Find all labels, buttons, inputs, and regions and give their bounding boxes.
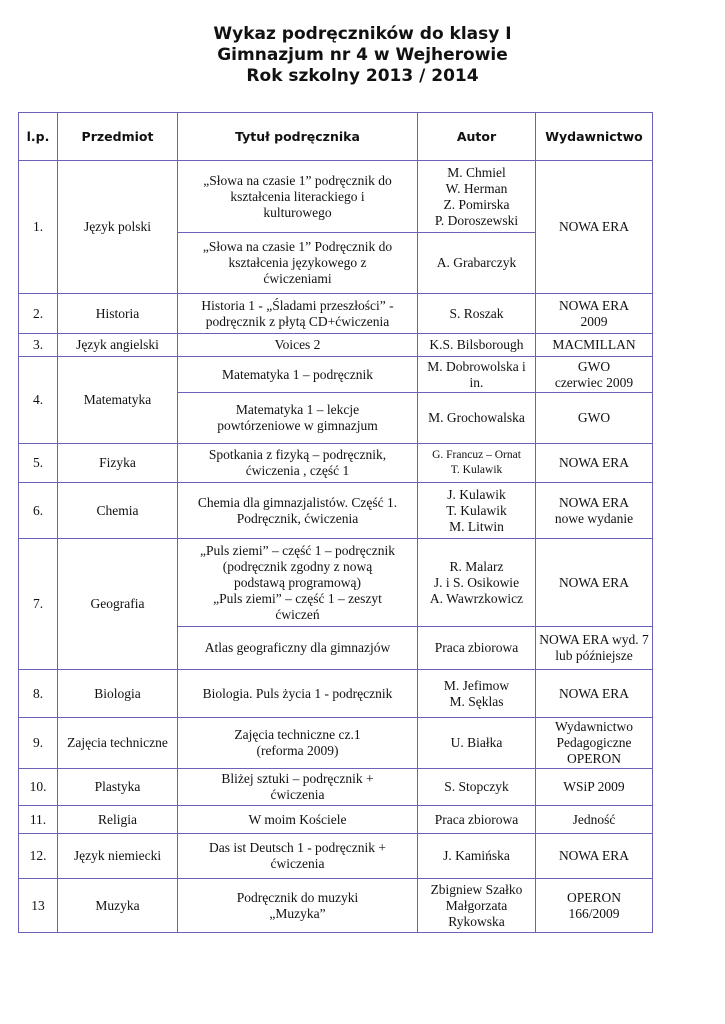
column-header xyxy=(418,113,536,161)
author-cell-line: K.S. Bilsborough xyxy=(429,337,524,352)
subject-cell-line: Religia xyxy=(98,811,137,827)
table-row xyxy=(19,334,653,357)
title-cell xyxy=(178,539,418,627)
publisher-cell xyxy=(536,161,653,294)
subject-cell-line: Język polski xyxy=(83,219,152,234)
author-cell-line: W. Herman xyxy=(445,180,508,196)
publisher-cell-line: nowe wydanie xyxy=(554,510,634,526)
table-body xyxy=(19,113,653,933)
column-header-line: Przedmiot xyxy=(81,128,154,144)
title-cell xyxy=(178,834,418,879)
lp-cell-line: 12. xyxy=(29,848,47,863)
subject-cell-line: Chemia xyxy=(96,502,139,518)
title-cell-line: kształcenia literackiego i xyxy=(230,188,365,204)
lp-cell-line: 10. xyxy=(29,779,47,794)
author-cell-line: G. Francuz – Ornat xyxy=(432,449,521,461)
title-cell-line: ćwiczenia , część 1 xyxy=(245,463,350,478)
table-row xyxy=(19,670,653,718)
column-header-line: Wydawnictwo xyxy=(545,128,643,144)
publisher-cell-line: MACMILLAN xyxy=(552,337,636,352)
title-cell-line: powtórzeniowe w gimnazjum xyxy=(217,418,378,433)
author-cell xyxy=(418,879,536,933)
lp-cell-line: 7. xyxy=(32,596,44,611)
publisher-cell-line: Wydawnictwo xyxy=(555,719,633,734)
title-cell-line: Podręcznik do muzyki xyxy=(236,889,359,905)
subject-cell-line: Fizyka xyxy=(99,455,136,470)
author-cell-line: M. Dobrowolska i xyxy=(427,358,526,374)
title-cell-line: Zajęcia techniczne cz.1 xyxy=(234,727,361,742)
author-cell-line: Praca zbiorowa xyxy=(434,811,519,827)
publisher-cell-line: 2009 xyxy=(580,313,608,329)
subject-cell xyxy=(58,334,178,357)
author-cell-line: Praca zbiorowa xyxy=(434,640,519,655)
table-row xyxy=(19,294,653,334)
author-cell-line: A. Wawrzkowicz xyxy=(429,590,524,606)
publisher-cell-line: NOWA ERA xyxy=(558,219,630,234)
table-row xyxy=(19,483,653,539)
title-cell-line: ćwiczeniami xyxy=(263,271,332,286)
subject-cell xyxy=(58,879,178,933)
title-cell-line: Historia 1 - „Śladami przeszłości” - xyxy=(201,297,394,313)
publisher-cell-line: GWO xyxy=(577,358,611,374)
author-cell xyxy=(418,334,536,357)
author-cell-line: J. Kamińska xyxy=(443,848,510,863)
title-cell-line: Voices 2 xyxy=(274,337,321,352)
subject-cell xyxy=(58,294,178,334)
publisher-cell xyxy=(536,357,653,393)
lp-cell xyxy=(19,718,58,769)
author-cell-line: Małgorzata xyxy=(445,897,508,913)
title-cell-line: Bliżej sztuki – podręcznik + xyxy=(221,771,374,786)
author-cell-line: J. Kulawik xyxy=(447,486,506,502)
table-row xyxy=(19,834,653,879)
title-cell xyxy=(178,879,418,933)
title-cell xyxy=(178,670,418,718)
publisher-cell-line: 166/2009 xyxy=(568,905,620,921)
author-cell-line: M. Chmiel xyxy=(447,164,506,180)
subject-cell-line: Język niemiecki xyxy=(73,848,162,863)
lp-cell-line: 13 xyxy=(31,897,45,913)
title-line-2: Gimnazjum nr 4 w Wejherowie xyxy=(217,45,508,65)
table-row xyxy=(19,769,653,806)
publisher-cell xyxy=(536,334,653,357)
title-cell xyxy=(178,357,418,393)
publisher-cell xyxy=(536,769,653,806)
author-cell-line: T. Kulawik xyxy=(450,464,503,476)
table-row xyxy=(19,161,653,233)
column-header xyxy=(58,113,178,161)
title-cell xyxy=(178,294,418,334)
lp-cell xyxy=(19,539,58,670)
author-cell xyxy=(418,769,536,806)
lp-cell xyxy=(19,334,58,357)
subject-cell xyxy=(58,483,178,539)
title-cell xyxy=(178,444,418,483)
title-cell-line: Spotkania z fizyką – podręcznik, xyxy=(208,447,387,462)
publisher-cell xyxy=(536,483,653,539)
subject-cell-line: Muzyka xyxy=(95,897,140,913)
publisher-cell xyxy=(536,879,653,933)
author-cell xyxy=(418,233,536,294)
lp-cell xyxy=(19,769,58,806)
author-cell-line: M. Sęklas xyxy=(449,693,504,709)
title-cell-line: kulturowego xyxy=(263,204,332,220)
author-cell xyxy=(418,483,536,539)
title-cell-line: Matematyka 1 – podręcznik xyxy=(221,366,374,382)
subject-cell-line: Język angielski xyxy=(76,337,159,352)
author-cell-line: M. Jefimow xyxy=(443,677,510,693)
column-header-line: Tytuł podręcznika xyxy=(235,128,360,144)
author-cell xyxy=(418,627,536,670)
subject-cell xyxy=(58,670,178,718)
title-cell-line: Biologia. Puls życia 1 - podręcznik xyxy=(202,685,393,701)
title-cell xyxy=(178,393,418,444)
author-cell xyxy=(418,393,536,444)
title-cell-line: „Muzyka” xyxy=(269,905,326,921)
lp-cell-line: 4. xyxy=(32,392,44,407)
title-cell-line: Chemia dla gimnazjalistów. Część 1. xyxy=(197,494,398,510)
publisher-cell-line: GWO xyxy=(577,410,611,425)
title-line-1: Wykaz podręczników do klasy I xyxy=(213,24,512,44)
subject-cell xyxy=(58,834,178,879)
lp-cell-line: 1. xyxy=(32,219,44,234)
table-row xyxy=(19,444,653,483)
title-cell-line: „Słowa na czasie 1” Podręcznik do xyxy=(202,239,393,254)
publisher-cell xyxy=(536,294,653,334)
publisher-cell-line: NOWA ERA wyd. 7 xyxy=(539,632,649,647)
title-cell-line: (reforma 2009) xyxy=(256,743,339,758)
title-cell xyxy=(178,233,418,294)
publisher-cell xyxy=(536,806,653,834)
title-cell-line: ćwiczenia xyxy=(270,856,325,871)
lp-cell-line: 5. xyxy=(32,455,44,470)
subject-cell xyxy=(58,718,178,769)
author-cell-line: R. Malarz xyxy=(449,558,504,574)
title-cell xyxy=(178,483,418,539)
title-cell-line: „Puls ziemi” – część 1 – podręcznik xyxy=(200,542,395,558)
author-cell xyxy=(418,161,536,233)
column-header xyxy=(536,113,653,161)
lp-cell xyxy=(19,806,58,834)
publisher-cell-line: NOWA ERA xyxy=(558,494,630,510)
title-cell-line: ćwiczenia xyxy=(270,787,325,802)
author-cell-line: S. Roszak xyxy=(449,305,504,321)
author-cell xyxy=(418,718,536,769)
publisher-cell-line: OPERON xyxy=(566,751,621,766)
publisher-cell-line: czerwiec 2009 xyxy=(554,374,634,390)
table-row xyxy=(19,113,653,161)
subject-cell xyxy=(58,806,178,834)
subject-cell xyxy=(58,161,178,294)
publisher-cell xyxy=(536,539,653,627)
table-row xyxy=(19,539,653,627)
lp-cell-line: 8. xyxy=(32,685,44,701)
publisher-cell-line: NOWA ERA xyxy=(558,848,630,863)
author-cell-line: J. i S. Osikowie xyxy=(433,574,520,590)
title-cell xyxy=(178,627,418,670)
author-cell-line: in. xyxy=(469,374,484,390)
lp-cell-line: 11. xyxy=(29,811,47,827)
author-cell-line: M. Grochowalska xyxy=(428,410,525,425)
author-cell xyxy=(418,834,536,879)
lp-cell xyxy=(19,670,58,718)
table-row xyxy=(19,718,653,769)
table-row xyxy=(19,879,653,933)
subject-cell-line: Biologia xyxy=(94,685,141,701)
title-cell xyxy=(178,718,418,769)
author-cell xyxy=(418,444,536,483)
publisher-cell xyxy=(536,718,653,769)
author-cell-line: Zbigniew Szałko xyxy=(430,881,523,897)
lp-cell-line: 3. xyxy=(32,337,44,352)
lp-cell-line: 2. xyxy=(32,305,44,321)
publisher-cell-line: NOWA ERA xyxy=(558,455,630,470)
lp-cell-line: 9. xyxy=(32,735,44,750)
publisher-cell-line: Jedność xyxy=(572,811,616,827)
publisher-cell-line: NOWA ERA xyxy=(558,574,630,590)
table-row xyxy=(19,806,653,834)
publisher-cell xyxy=(536,670,653,718)
author-cell-line: M. Litwin xyxy=(449,518,504,534)
subject-cell-line: Matematyka xyxy=(83,392,152,407)
subject-cell xyxy=(58,539,178,670)
title-cell-line: W moim Kościele xyxy=(248,811,347,827)
title-cell-line: Atlas geograficzny dla gimnazjów xyxy=(204,640,391,655)
title-cell xyxy=(178,769,418,806)
lp-cell xyxy=(19,879,58,933)
column-header-line: l.p. xyxy=(26,128,50,144)
author-cell-line: S. Stopczyk xyxy=(444,779,509,794)
author-cell-line: T. Kulawik xyxy=(446,502,507,518)
publisher-cell xyxy=(536,393,653,444)
publisher-cell-line: WSiP 2009 xyxy=(563,779,625,794)
subject-cell xyxy=(58,357,178,444)
lp-cell xyxy=(19,483,58,539)
publisher-cell-line: NOWA ERA xyxy=(558,685,630,701)
title-cell xyxy=(178,161,418,233)
lp-cell xyxy=(19,294,58,334)
lp-cell-line: 6. xyxy=(32,502,44,518)
subject-cell xyxy=(58,769,178,806)
subject-cell-line: Zajęcia techniczne xyxy=(67,735,168,750)
column-header xyxy=(19,113,58,161)
author-cell-line: U. Białka xyxy=(450,735,503,750)
textbook-table xyxy=(18,112,653,933)
publisher-cell xyxy=(536,834,653,879)
author-cell-line: P. Doroszewski xyxy=(434,212,519,228)
title-cell-line: „Puls ziemi” – część 1 – zeszyt xyxy=(213,590,382,606)
title-cell xyxy=(178,334,418,357)
title-cell-line: ćwiczeń xyxy=(275,606,320,622)
subject-cell-line: Historia xyxy=(95,305,140,321)
column-header-line: Autor xyxy=(456,128,497,144)
author-cell xyxy=(418,670,536,718)
publisher-cell-line: NOWA ERA xyxy=(558,297,630,313)
author-cell-line: A. Grabarczyk xyxy=(436,255,517,270)
author-cell xyxy=(418,294,536,334)
lp-cell xyxy=(19,161,58,294)
table-row xyxy=(19,357,653,393)
publisher-cell xyxy=(536,627,653,670)
title-cell-line: podstawą programową) xyxy=(233,574,362,590)
publisher-cell xyxy=(536,444,653,483)
lp-cell xyxy=(19,357,58,444)
title-cell-line: kształcenia językowego z xyxy=(228,255,367,270)
publisher-cell-line: Pedagogiczne xyxy=(556,735,632,750)
title-cell-line: Das ist Deutsch 1 - podręcznik + xyxy=(208,840,387,855)
title-cell-line: Podręcznik, ćwiczenia xyxy=(236,510,359,526)
title-cell-line: „Słowa na czasie 1” podręcznik do xyxy=(203,172,392,188)
subject-cell xyxy=(58,444,178,483)
lp-cell xyxy=(19,834,58,879)
subject-cell-line: Plastyka xyxy=(94,779,141,794)
lp-cell xyxy=(19,444,58,483)
author-cell xyxy=(418,806,536,834)
column-header xyxy=(178,113,418,161)
author-cell-line: Z. Pomirska xyxy=(443,196,510,212)
title-line-3: Rok szkolny 2013 / 2014 xyxy=(246,66,479,86)
publisher-cell-line: OPERON xyxy=(566,889,621,905)
author-cell-line: Rykowska xyxy=(448,913,505,929)
title-cell-line: (podręcznik zgodny z nową xyxy=(222,558,373,574)
document-title xyxy=(0,24,725,87)
title-cell-line: Matematyka 1 – lekcje xyxy=(235,402,360,417)
publisher-cell-line: lub późniejsze xyxy=(555,648,633,663)
title-cell xyxy=(178,806,418,834)
title-cell-line: podręcznik z płytą CD+ćwiczenia xyxy=(205,313,390,329)
subject-cell-line: Geografia xyxy=(90,596,145,611)
author-cell xyxy=(418,539,536,627)
author-cell xyxy=(418,357,536,393)
